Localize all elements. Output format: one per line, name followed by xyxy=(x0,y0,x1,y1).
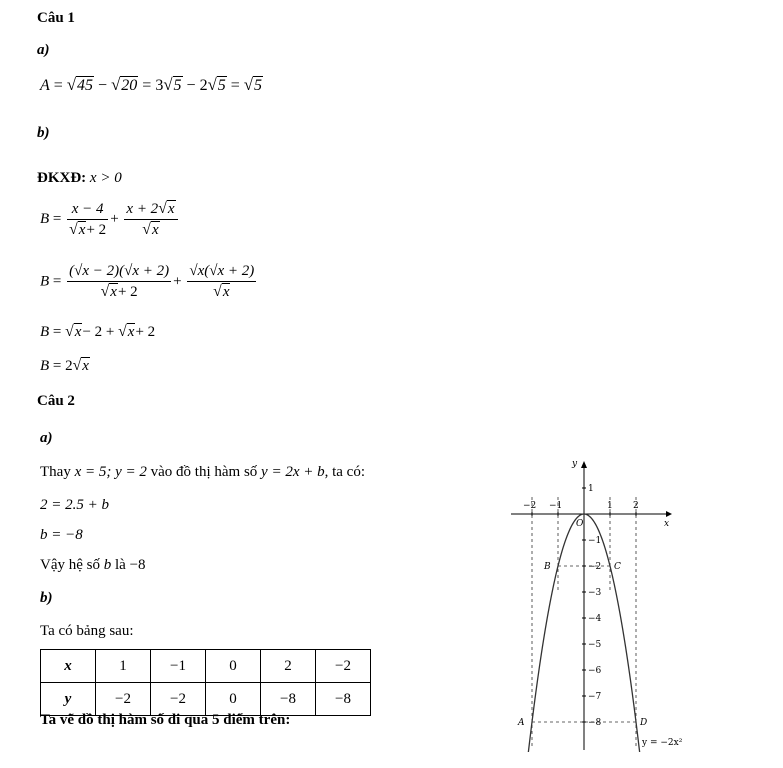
dkxd-condition: x > 0 xyxy=(89,170,122,186)
y-tick-label: −1 xyxy=(588,536,602,546)
cau1-part-b: b) xyxy=(37,125,50,141)
y-tick-label: −6 xyxy=(588,666,602,676)
values-table xyxy=(40,649,371,716)
x-axis-arrow xyxy=(666,511,672,517)
draw-text: Ta vẽ đồ thị hàm số đi qua 5 điểm trên: xyxy=(40,712,291,728)
cau1-part-a: a) xyxy=(37,42,50,58)
expression-A: A = √45 − √20 = 3√5 − 2√5 = √5 xyxy=(40,75,263,94)
table-cell: 0 xyxy=(206,683,261,716)
point-label-B: B xyxy=(544,562,551,572)
point-label-D: D xyxy=(640,718,648,728)
substitution-line: Thay x = 5; y = 2 vào đồ thị hàm số y = 2x + b, ta có: xyxy=(40,464,366,480)
y-axis-arrow xyxy=(581,461,587,468)
table-row-x xyxy=(41,650,371,683)
y-tick-label: −7 xyxy=(588,692,602,702)
y-tick-label: 1 xyxy=(588,484,594,494)
y-tick-label: −3 xyxy=(588,588,602,598)
point-label-C: C xyxy=(614,562,621,572)
expression-B-line2: B = $\frac{(√x - 2)(√x + 2)}{√x+ 2}$ + $\frac{√x(√x + 2)}{√x}$ xyxy=(40,263,255,300)
conclusion-line: Vậy hệ số b là −8 xyxy=(40,557,146,573)
parabola-graph xyxy=(506,452,706,752)
function-label: y = −2x² xyxy=(642,738,683,748)
table-cell: 0 xyxy=(206,650,261,683)
y-tick-label: −2 xyxy=(588,562,602,572)
table-cell: −8 xyxy=(316,683,371,716)
cau2-part-b: b) xyxy=(40,590,53,606)
table-header-x: x xyxy=(41,650,96,683)
equation-2: b = −8 xyxy=(40,527,83,543)
dkxd-line xyxy=(37,170,122,187)
x-tick-label: 1 xyxy=(607,501,613,511)
expression-B-line4: B = 2√x xyxy=(40,357,89,374)
cau2-part-a: a) xyxy=(40,430,53,446)
table-cell: 1 xyxy=(96,650,151,683)
expression-B-line1: B = $\frac{x - 4}{√x+ 2}$ + $\frac{x + 2√x}{√x}$ xyxy=(40,200,180,239)
table-row-y xyxy=(41,683,371,716)
dkxd-label: ĐKXĐ: xyxy=(37,170,87,186)
table-header-y: y xyxy=(41,683,96,716)
expression-B-line3: B = √x− 2 + √x+ 2 xyxy=(40,323,156,340)
y-tick-label: −4 xyxy=(588,614,602,624)
table-cell: −1 xyxy=(151,650,206,683)
table-cell: −2 xyxy=(96,683,151,716)
table-intro: Ta có bảng sau: xyxy=(40,623,134,639)
cau2-heading: Câu 2 xyxy=(37,393,75,409)
x-tick-label: −2 xyxy=(523,501,537,511)
table-cell: −2 xyxy=(316,650,371,683)
x-axis-label: x xyxy=(664,519,670,529)
table-cell: −2 xyxy=(151,683,206,716)
table-cell: −8 xyxy=(261,683,316,716)
point-label-A: A xyxy=(518,718,525,728)
cau1-heading: Câu 1 xyxy=(37,10,75,26)
y-tick-label: −5 xyxy=(588,640,602,650)
y-axis-label: y xyxy=(572,459,578,469)
equation-1: 2 = 2.5 + b xyxy=(40,497,109,513)
origin-label: O xyxy=(576,519,584,529)
x-tick-label: 2 xyxy=(633,501,639,511)
y-tick-label: −8 xyxy=(588,718,602,728)
x-tick-label: −1 xyxy=(549,501,563,511)
point-labels xyxy=(517,562,647,728)
table-cell: 2 xyxy=(261,650,316,683)
